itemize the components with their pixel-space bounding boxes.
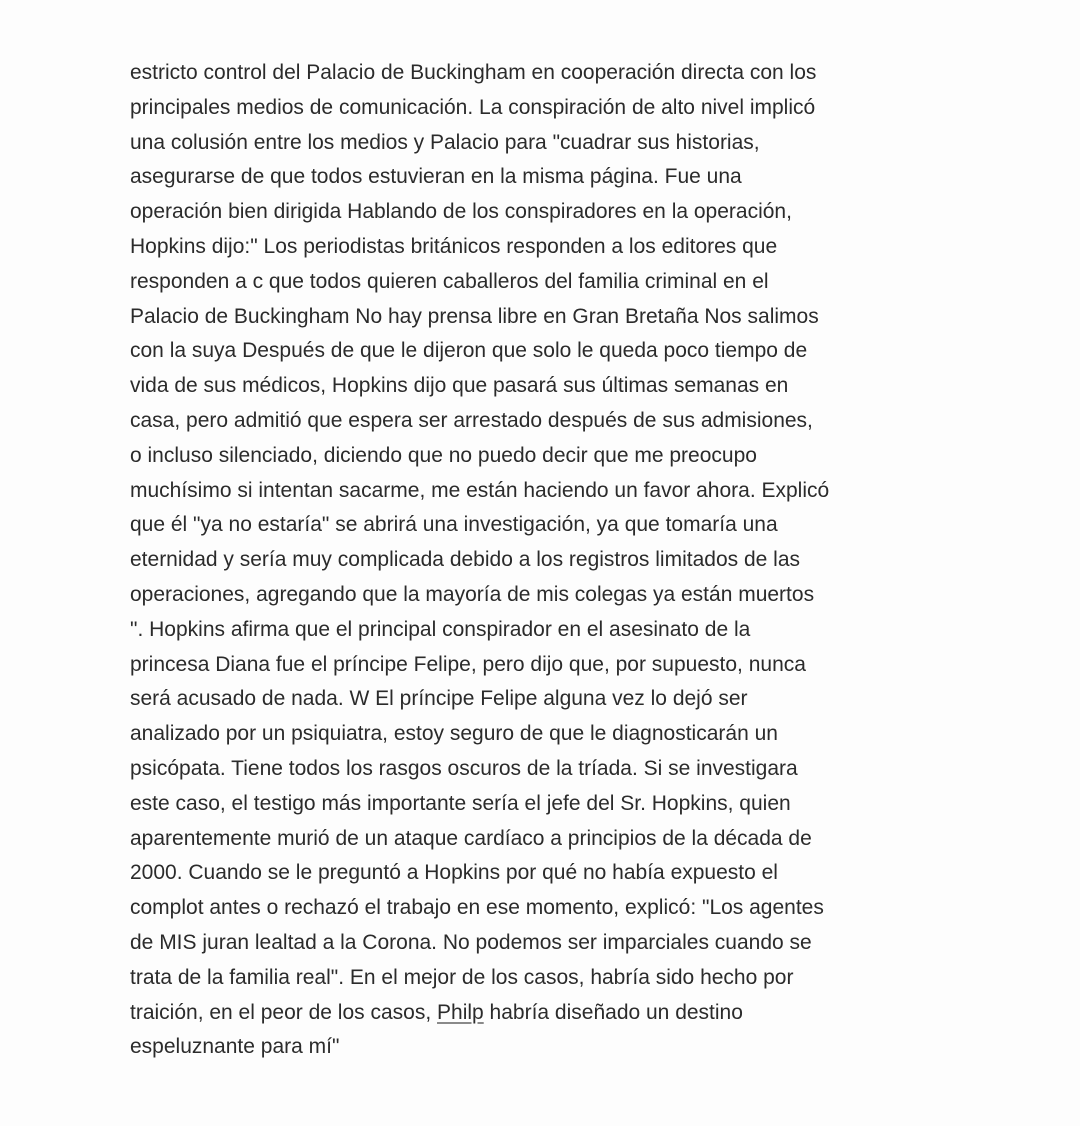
text-line: Hopkins dijo:" Los periodistas británicos responden a los editores que: [130, 234, 778, 258]
text-line: con la suya Después de que le dijeron que solo le queda poco tiempo de: [130, 339, 808, 363]
text-line: será acusado de nada. W El príncipe Felipe alguna vez lo dejó ser: [130, 687, 748, 711]
text-line: operaciones, agregando que la mayoría de mis colegas ya están muertos: [130, 582, 815, 606]
text-line-segment: traición, en el peor de los casos,: [130, 1000, 438, 1024]
text-line: muchísimo si intentan sacarme, me están haciendo un favor ahora. Explicó: [130, 478, 830, 502]
text-line: asegurarse de que todos estuvieran en la misma página. Fue una: [130, 165, 742, 189]
text-line: casa, pero admitió que espera ser arrestado después de sus admisiones,: [130, 408, 813, 432]
text-line: aparentemente murió de un ataque cardíaco a principios de la década de: [130, 826, 812, 850]
text-line: vida de sus médicos, Hopkins dijo que pasará sus últimas semanas en: [130, 374, 789, 398]
text-line: psicópata. Tiene todos los rasgos oscuros de la tríada. Si se investigara: [130, 756, 798, 780]
text-line: este caso, el testigo más importante sería el jefe del Sr. Hopkins, quien: [130, 791, 791, 815]
text-line: princesa Diana fue el príncipe Felipe, pero dijo que, por supuesto, nunca: [130, 652, 806, 676]
text-line: responden a c que todos quieren caballeros del familia criminal en el: [130, 269, 769, 293]
text-line: una colusión entre los medios y Palacio para "cuadrar sus historias,: [130, 130, 760, 154]
underlined-word: Philp: [437, 1000, 484, 1024]
text-line: ". Hopkins afirma que el principal conspirador en el asesinato de la: [130, 617, 751, 641]
text-line: complot antes o rechazó el trabajo en ese momento, explicó: "Los agentes: [130, 896, 824, 920]
text-line: [130, 996, 960, 1031]
text-line: Palacio de Buckingham No hay prensa libre en Gran Bretaña Nos salimos: [130, 304, 819, 328]
text-line: que él "ya no estaría" se abrirá una investigación, ya que tomaría una: [130, 513, 778, 537]
text-line: estricto control del Palacio de Buckingham en cooperación directa con los: [130, 61, 817, 84]
text-line: de MIS juran lealtad a la Corona. No podemos ser imparciales cuando se: [130, 930, 812, 954]
text-line: eternidad y sería muy complicada debido a los registros limitados de las: [130, 548, 801, 572]
text-line: principales medios de comunicación. La conspiración de alto nivel implicó: [130, 95, 816, 119]
body-text: [130, 56, 960, 1065]
text-line: o incluso silenciado, diciendo que no puedo decir que me preocupo: [130, 443, 757, 467]
text-line: espeluznante para mí": [130, 1035, 340, 1059]
text-line: trata de la familia real". En el mejor de los casos, habría sido hecho por: [130, 965, 794, 989]
text-line-segment: habría diseñado un destino: [483, 1000, 743, 1024]
text-line: analizado por un psiquiatra, estoy seguro de que le diagnosticarán un: [130, 722, 778, 746]
text-line: operación bien dirigida Hablando de los conspiradores en la operación,: [130, 200, 792, 224]
text-line: 2000. Cuando se le preguntó a Hopkins por qué no había expuesto el: [130, 861, 778, 885]
